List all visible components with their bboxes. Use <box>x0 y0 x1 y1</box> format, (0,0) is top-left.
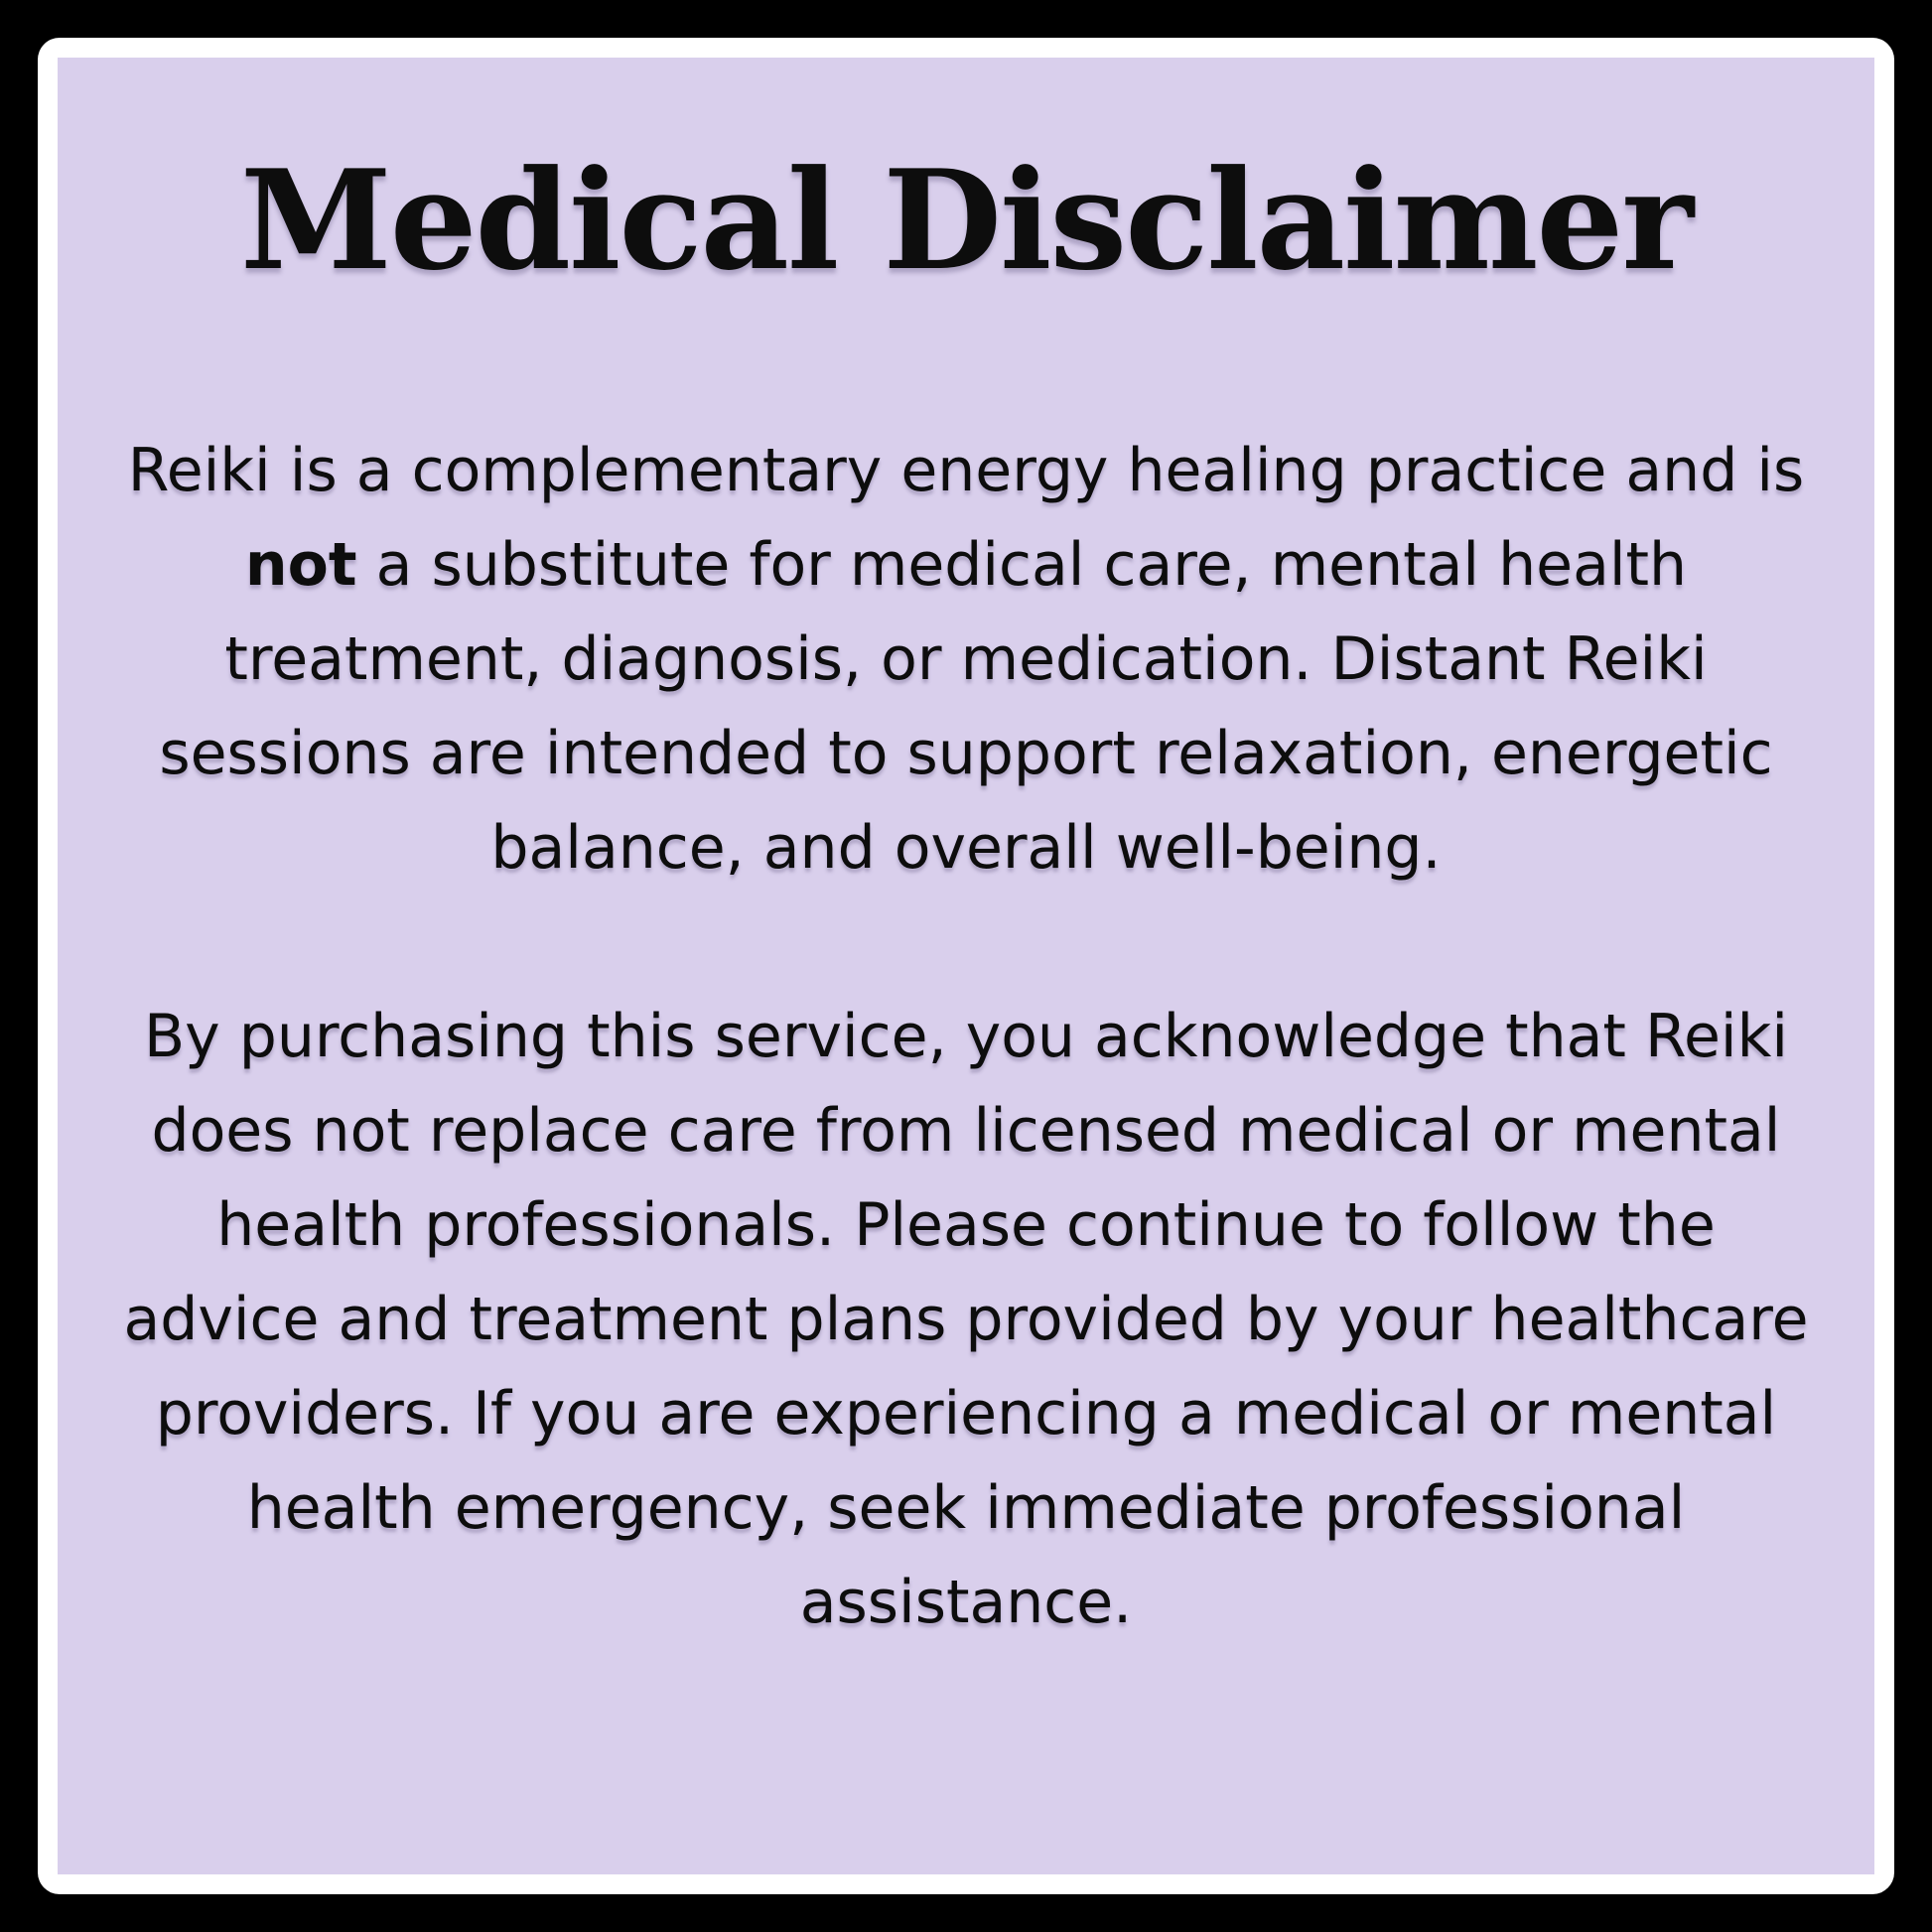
text-segment: By purchasing this service, you acknowledge that Reiki does not replace care from licensed medical or mental health professionals. Please continue to follow the advice and treatment plans provided by your healthcare providers. If you are experiencing a medical or mental health emergency, seek immediate professional assistance. <box>123 1001 1809 1637</box>
disclaimer-paragraph <box>122 990 1810 1650</box>
disclaimer-card-border <box>38 38 1894 1894</box>
disclaimer-body <box>122 424 1810 1650</box>
page-title: Medical Disclaimer <box>240 139 1692 301</box>
disclaimer-paragraph <box>122 424 1810 896</box>
text-segment: Reiki is a complementary energy healing practice and is <box>127 435 1805 505</box>
emphasized-text: not <box>244 529 357 600</box>
text-segment: a substitute for medical care, mental health treatment, diagnosis, or medication. Distant Reiki sessions are intended to support relaxation, energetic balance, and overall well-being. <box>159 529 1773 883</box>
disclaimer-card <box>58 58 1874 1874</box>
